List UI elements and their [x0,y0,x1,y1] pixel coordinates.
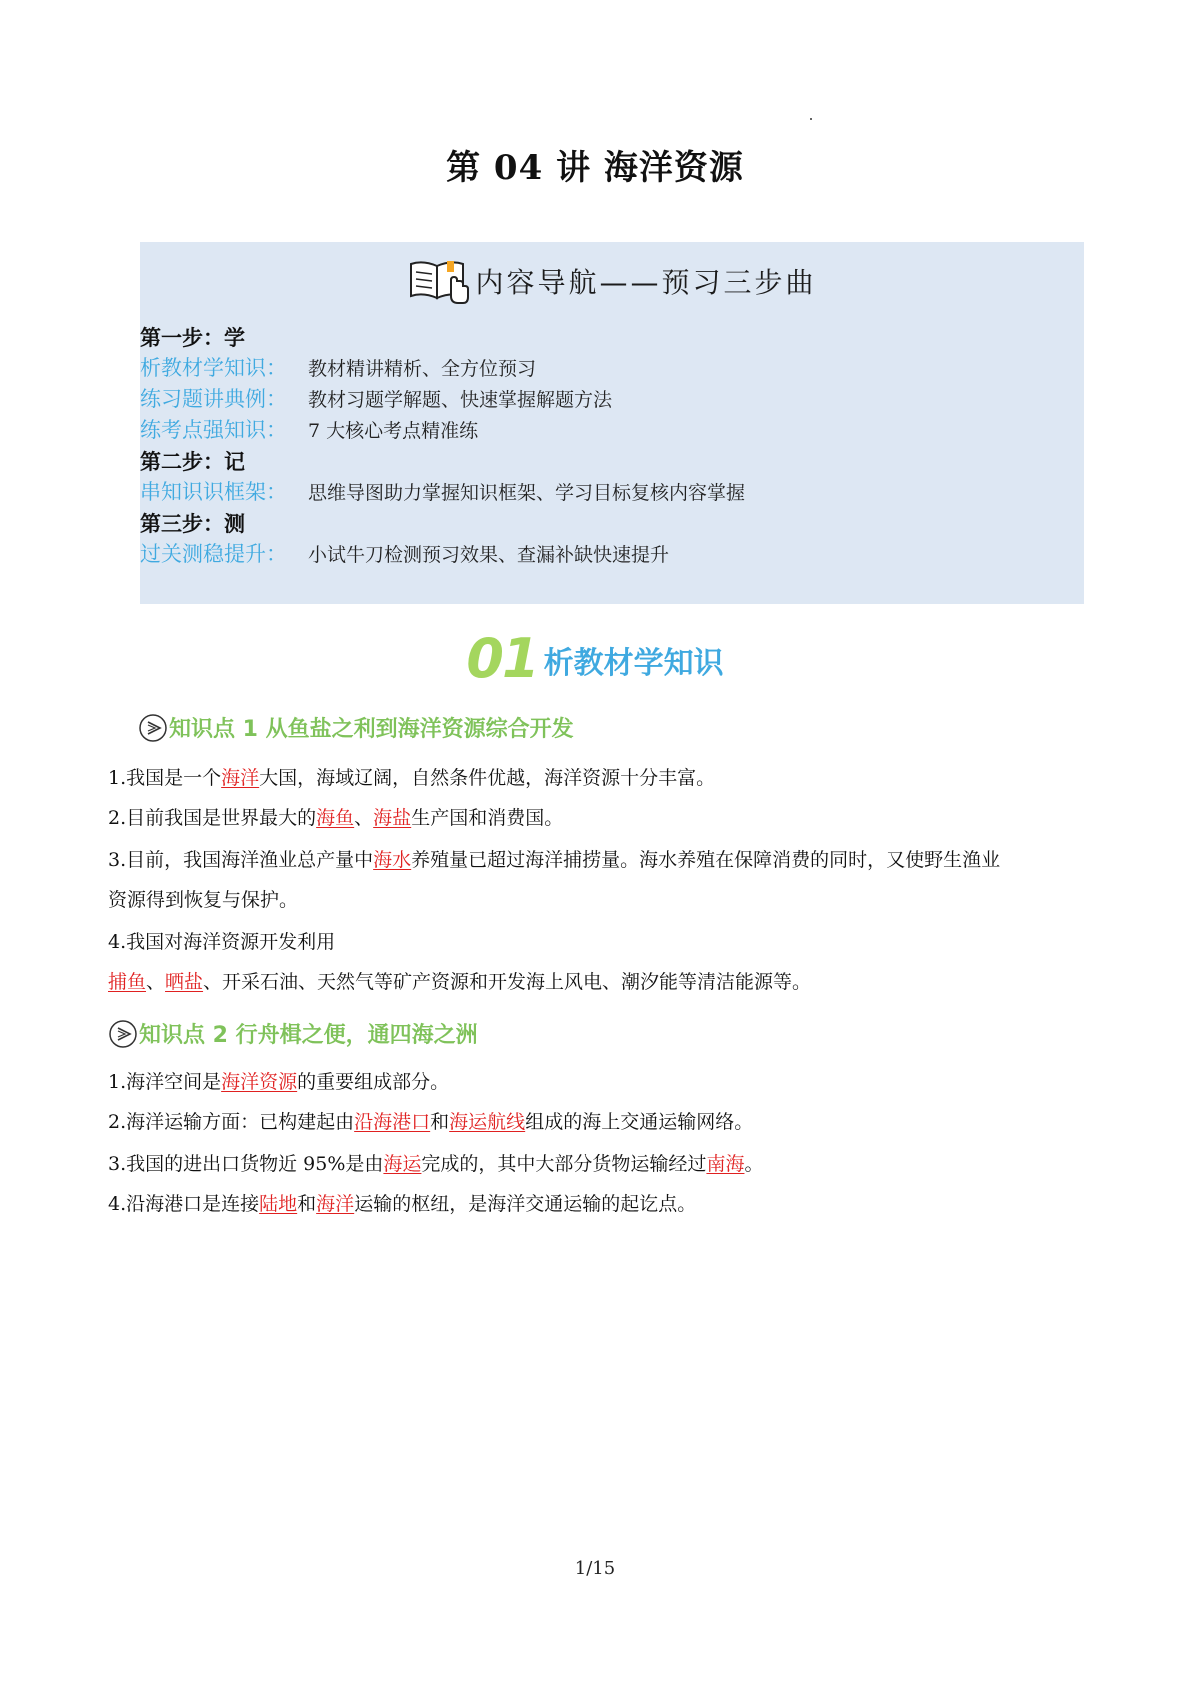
nav-section-item [140,384,1084,415]
nav-list [140,322,1084,570]
highlight-term: 南海 [706,1153,745,1175]
highlight-term: 沿海港口 [354,1111,431,1133]
text-segment: 生产国和消费国。 [411,807,564,829]
paragraph-line [108,1108,753,1136]
text-segment: 2.海洋运输方面：已构建起由 [108,1111,355,1133]
text-segment: 、 [354,807,374,829]
play-circle-icon [108,1019,138,1049]
text-segment: 大国，海域辽阔，自然条件优越，海洋资源十分丰富。 [259,767,716,789]
text-segment: 1.我国是一个 [108,767,222,789]
knowledge-point-title: 知识点 1 从鱼盐之利到海洋资源综合开发 [169,717,574,742]
step-label: 第一步：学 [140,325,245,350]
highlight-term: 海运航线 [449,1111,526,1133]
paragraph-line [108,1150,763,1178]
section-name: 练习题讲典例： [140,387,287,411]
section-desc: 7 大核心考点精准练 [308,420,479,442]
section-desc: 思维导图助力掌握知识框架、学习目标复核内容掌握 [308,482,746,504]
text-segment: 2.目前我国是世界最大的 [108,807,317,829]
highlight-term: 捕鱼 [108,971,147,993]
knowledge-point-1-heading [138,712,574,743]
highlight-term: 陆地 [259,1193,298,1215]
section-name: 串知识识框架： [140,480,287,504]
paragraph-line [108,846,1000,874]
paragraph-line [108,968,811,996]
nav-section-item [140,353,1084,384]
banner-number: 01 [466,627,538,690]
nav-section-item [140,415,1084,446]
text-segment: 4.沿海港口是连接 [108,1193,260,1215]
highlight-term: 海鱼 [316,807,355,829]
page-number: 1/15 [574,1558,616,1579]
text-segment: 和 [297,1193,317,1215]
nav-step [140,446,1084,477]
section-desc: 教材精讲精析、全方位预习 [308,358,537,380]
text-segment: 1.海洋空间是 [108,1071,222,1093]
section-desc: 教材习题学解题、快速掌握解题方法 [308,389,613,411]
text-segment: 的重要组成部分。 [297,1071,450,1093]
paragraph-line [108,764,715,792]
text-segment: 养殖量已超过海洋捕捞量。海水养殖在保障消费的同时，又使野生渔业 [411,849,1001,871]
knowledge-point-2-heading [108,1018,478,1049]
section-banner [0,627,1190,690]
page-dot [810,118,812,120]
page-title: 第 04 讲 海洋资源 [446,148,744,188]
book-pointer-icon [407,256,469,306]
text-segment: 。 [744,1153,764,1175]
nav-step [140,508,1084,539]
nav-step [140,322,1084,353]
text-segment: 3.目前，我国海洋渔业总产量中 [108,849,374,871]
section-name: 过关测稳提升： [140,542,287,566]
highlight-term: 海水 [373,849,412,871]
section-name: 析教材学知识： [140,356,287,380]
paragraph-line [108,1068,449,1096]
nav-section-item [140,477,1084,508]
text-segment: 、 [146,971,166,993]
section-name: 练考点强知识： [140,418,287,442]
step-label: 第二步：记 [140,449,245,474]
paragraph-line [108,1190,696,1218]
highlight-term: 海洋资源 [221,1071,298,1093]
text-segment: 3.我国的进出口货物近 95%是由 [108,1153,384,1175]
knowledge-point-title: 知识点 2 行舟楫之便，通四海之洲 [139,1023,478,1048]
highlight-term: 晒盐 [165,971,204,993]
paragraph-line [108,886,298,914]
nav-heading [140,256,1084,306]
text-segment: 运输的枢纽，是海洋交通运输的起讫点。 [354,1193,697,1215]
nav-section-item [140,539,1084,570]
section-desc: 小试牛刀检测预习效果、查漏补缺快速提升 [308,544,670,566]
step-label: 第三步：测 [140,511,245,536]
play-circle-icon [138,713,168,743]
nav-heading-text: 内容导航——预习三步曲 [475,266,817,299]
content-navigation-box [140,242,1084,604]
highlight-term: 海运 [383,1153,422,1175]
paragraph-line [108,928,335,956]
text-segment: 完成的，其中大部分货物运输经过 [421,1153,707,1175]
text-segment: 、开采石油、天然气等矿产资源和开发海上风电、潮汐能等清洁能源等。 [203,971,812,993]
text-segment: 组成的海上交通运输网络。 [525,1111,754,1133]
text-segment: 和 [430,1111,450,1133]
highlight-term: 海盐 [373,807,412,829]
text-segment: 资源得到恢复与保护。 [108,889,299,911]
text-segment: 4.我国对海洋资源开发利用 [108,931,336,953]
paragraph-line [108,804,563,832]
highlight-term: 海洋 [316,1193,355,1215]
banner-text: 析教材学知识 [543,646,724,681]
highlight-term: 海洋 [221,767,260,789]
